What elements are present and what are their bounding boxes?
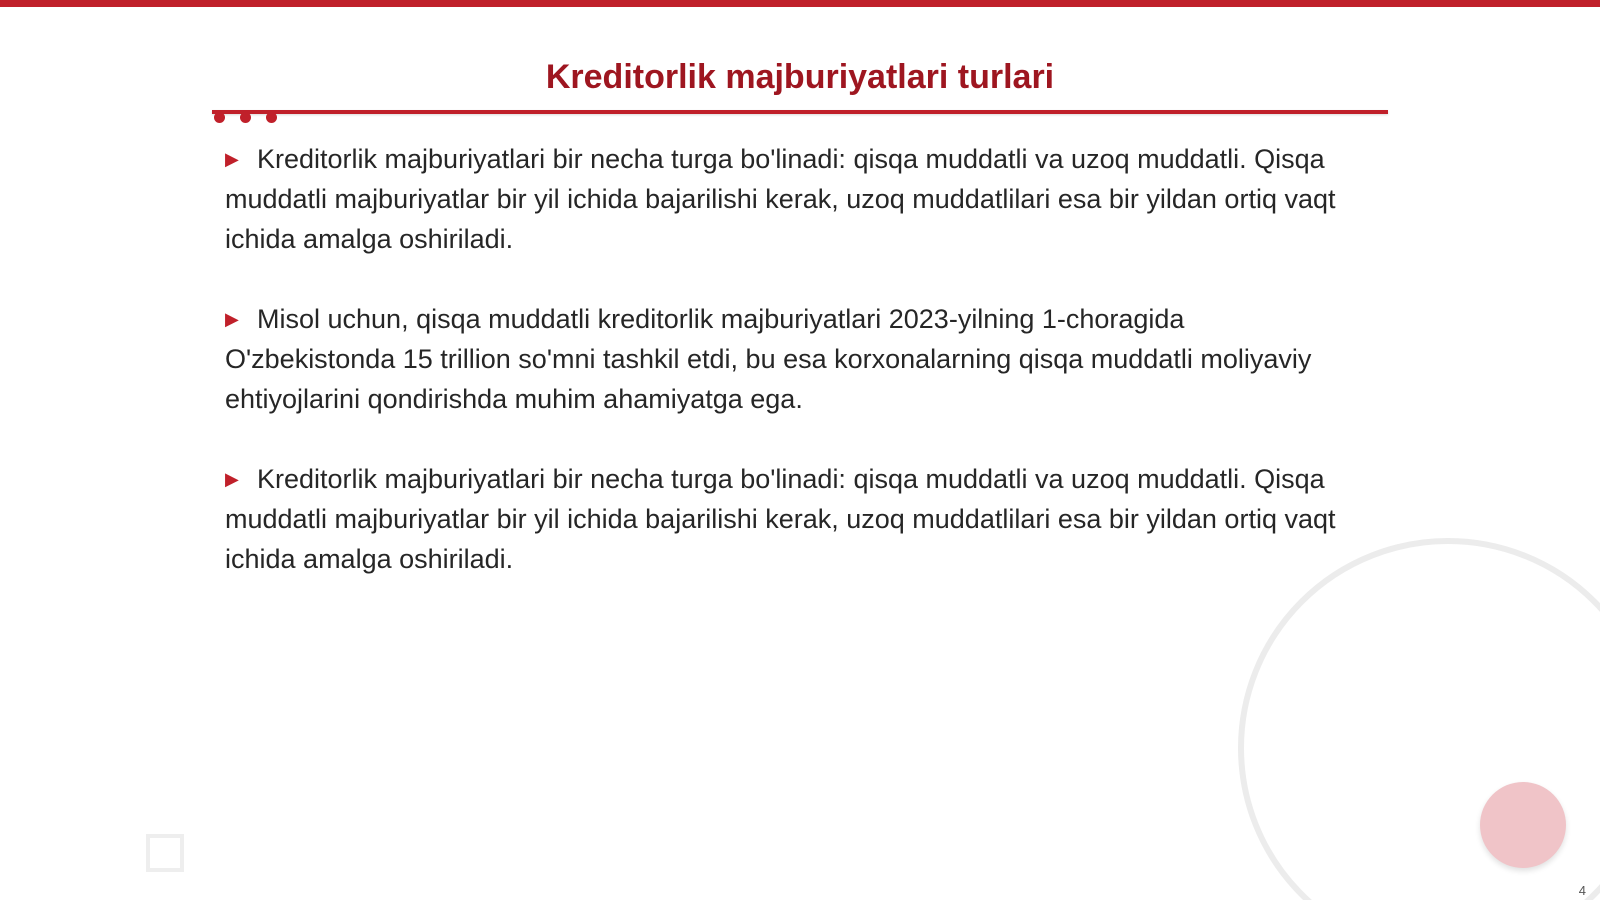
bullet-item <box>225 299 1345 419</box>
bullet-text: Misol uchun, qisqa muddatli kreditorlik majburiyatlari 2023-yilning 1-choragida O'zbekistonda 15 trillion so'mni tashkil etdi, bu esa korxonalarning qisqa muddatli moliyaviy ehtiyojlarini qondirishda muhim ahamiyatga ega. <box>225 304 1312 414</box>
bullet-arrow-icon: ▶ <box>225 469 239 489</box>
bullet-arrow-icon: ▶ <box>225 309 239 329</box>
decorative-pink-circle <box>1480 782 1566 868</box>
decorative-square-outline <box>146 834 184 872</box>
bullet-arrow-icon: ▶ <box>225 149 239 169</box>
bullet-text: Kreditorlik majburiyatlari bir necha turga bo'linadi: qisqa muddatli va uzoq muddatli. Qisqa muddatli majburiyatlar bir yil ichida bajarilishi kerak, uzoq muddatlilari esa bir yildan ortiq vaqt ichida amalga oshiriladi. <box>225 144 1336 254</box>
bullet-list <box>225 139 1345 619</box>
decorative-dot <box>240 112 251 123</box>
bullet-text: Kreditorlik majburiyatlari bir necha turga bo'linadi: qisqa muddatli va uzoq muddatli. Qisqa muddatli majburiyatlar bir yil ichida bajarilishi kerak, uzoq muddatlilari esa bir yildan ortiq vaqt ichida amalga oshiriladi. <box>225 464 1336 574</box>
bullet-item <box>225 139 1345 259</box>
slide-title: Kreditorlik majburiyatlari turlari <box>545 58 1055 96</box>
title-underline <box>212 110 1388 114</box>
top-accent-bar <box>0 0 1600 7</box>
page-number: 4 <box>1578 883 1586 898</box>
decorative-dot <box>214 112 225 123</box>
decorative-dot <box>266 112 277 123</box>
bullet-item <box>225 459 1345 579</box>
